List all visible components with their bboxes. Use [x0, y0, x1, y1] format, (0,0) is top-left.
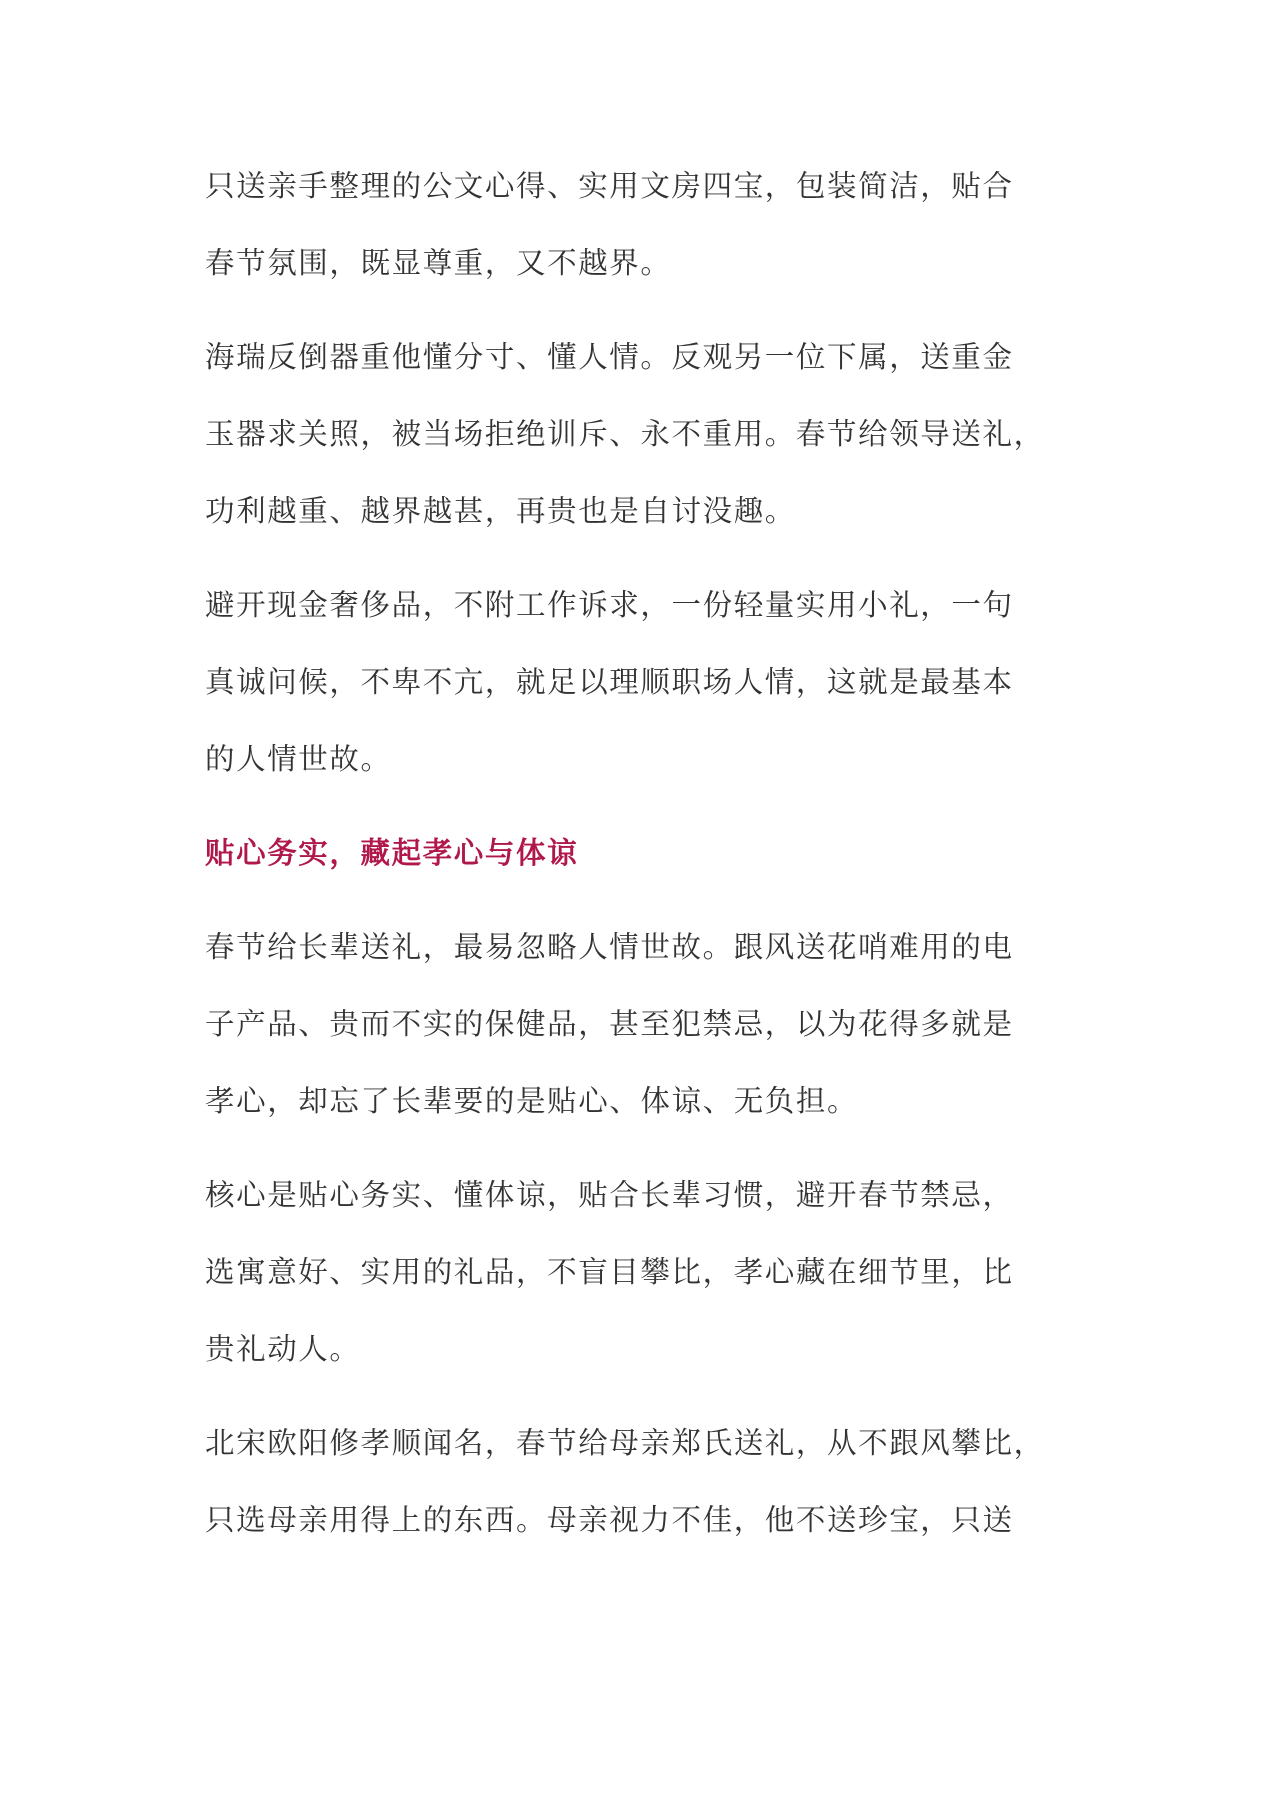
paragraph-line: 只选母亲用得上的东西。母亲视力不佳，他不送珍宝，只送 — [205, 1503, 1014, 1537]
paragraph-line: 春节氛围，既显尊重，又不越界。 — [205, 246, 672, 280]
section-heading: 贴心务实，藏起孝心与体谅 — [205, 836, 579, 870]
paragraph-5 — [205, 1157, 1075, 1388]
paragraph-1 — [205, 148, 1075, 302]
article-body — [205, 148, 1075, 1576]
paragraph-3 — [205, 567, 1075, 798]
paragraph-line: 玉器求关照，被当场拒绝训斥、永不重用。春节给领导送礼， — [205, 417, 1045, 451]
paragraph-4 — [205, 909, 1075, 1140]
paragraph-line: 真诚问候，不卑不亢，就足以理顺职场人情，这就是最基本 — [205, 665, 1014, 699]
paragraph-line: 只送亲手整理的公文心得、实用文房四宝，包装简洁，贴合 — [205, 169, 1014, 203]
paragraph-2 — [205, 319, 1075, 550]
paragraph-line: 功利越重、越界越甚，再贵也是自讨没趣。 — [205, 494, 796, 528]
paragraph-line: 选寓意好、实用的礼品，不盲目攀比，孝心藏在细节里，比 — [205, 1255, 1014, 1289]
paragraph-line: 春节给长辈送礼，最易忽略人情世故。跟风送花哨难用的电 — [205, 930, 1014, 964]
paragraph-line: 子产品、贵而不实的保健品，甚至犯禁忌，以为花得多就是 — [205, 1007, 1014, 1041]
paragraph-line: 孝心，却忘了长辈要的是贴心、体谅、无负担。 — [205, 1084, 859, 1118]
paragraph-line: 北宋欧阳修孝顺闻名，春节给母亲郑氏送礼，从不跟风攀比， — [205, 1426, 1045, 1460]
paragraph-line: 避开现金奢侈品，不附工作诉求，一份轻量实用小礼，一句 — [205, 588, 1014, 622]
paragraph-line: 核心是贴心务实、懂体谅，贴合长辈习惯，避开春节禁忌， — [205, 1178, 1014, 1212]
paragraph-line: 的人情世故。 — [205, 742, 392, 776]
paragraph-6 — [205, 1405, 1075, 1559]
paragraph-line: 海瑞反倒器重他懂分寸、懂人情。反观另一位下属，送重金 — [205, 340, 1014, 374]
paragraph-line: 贵礼动人。 — [205, 1332, 361, 1366]
